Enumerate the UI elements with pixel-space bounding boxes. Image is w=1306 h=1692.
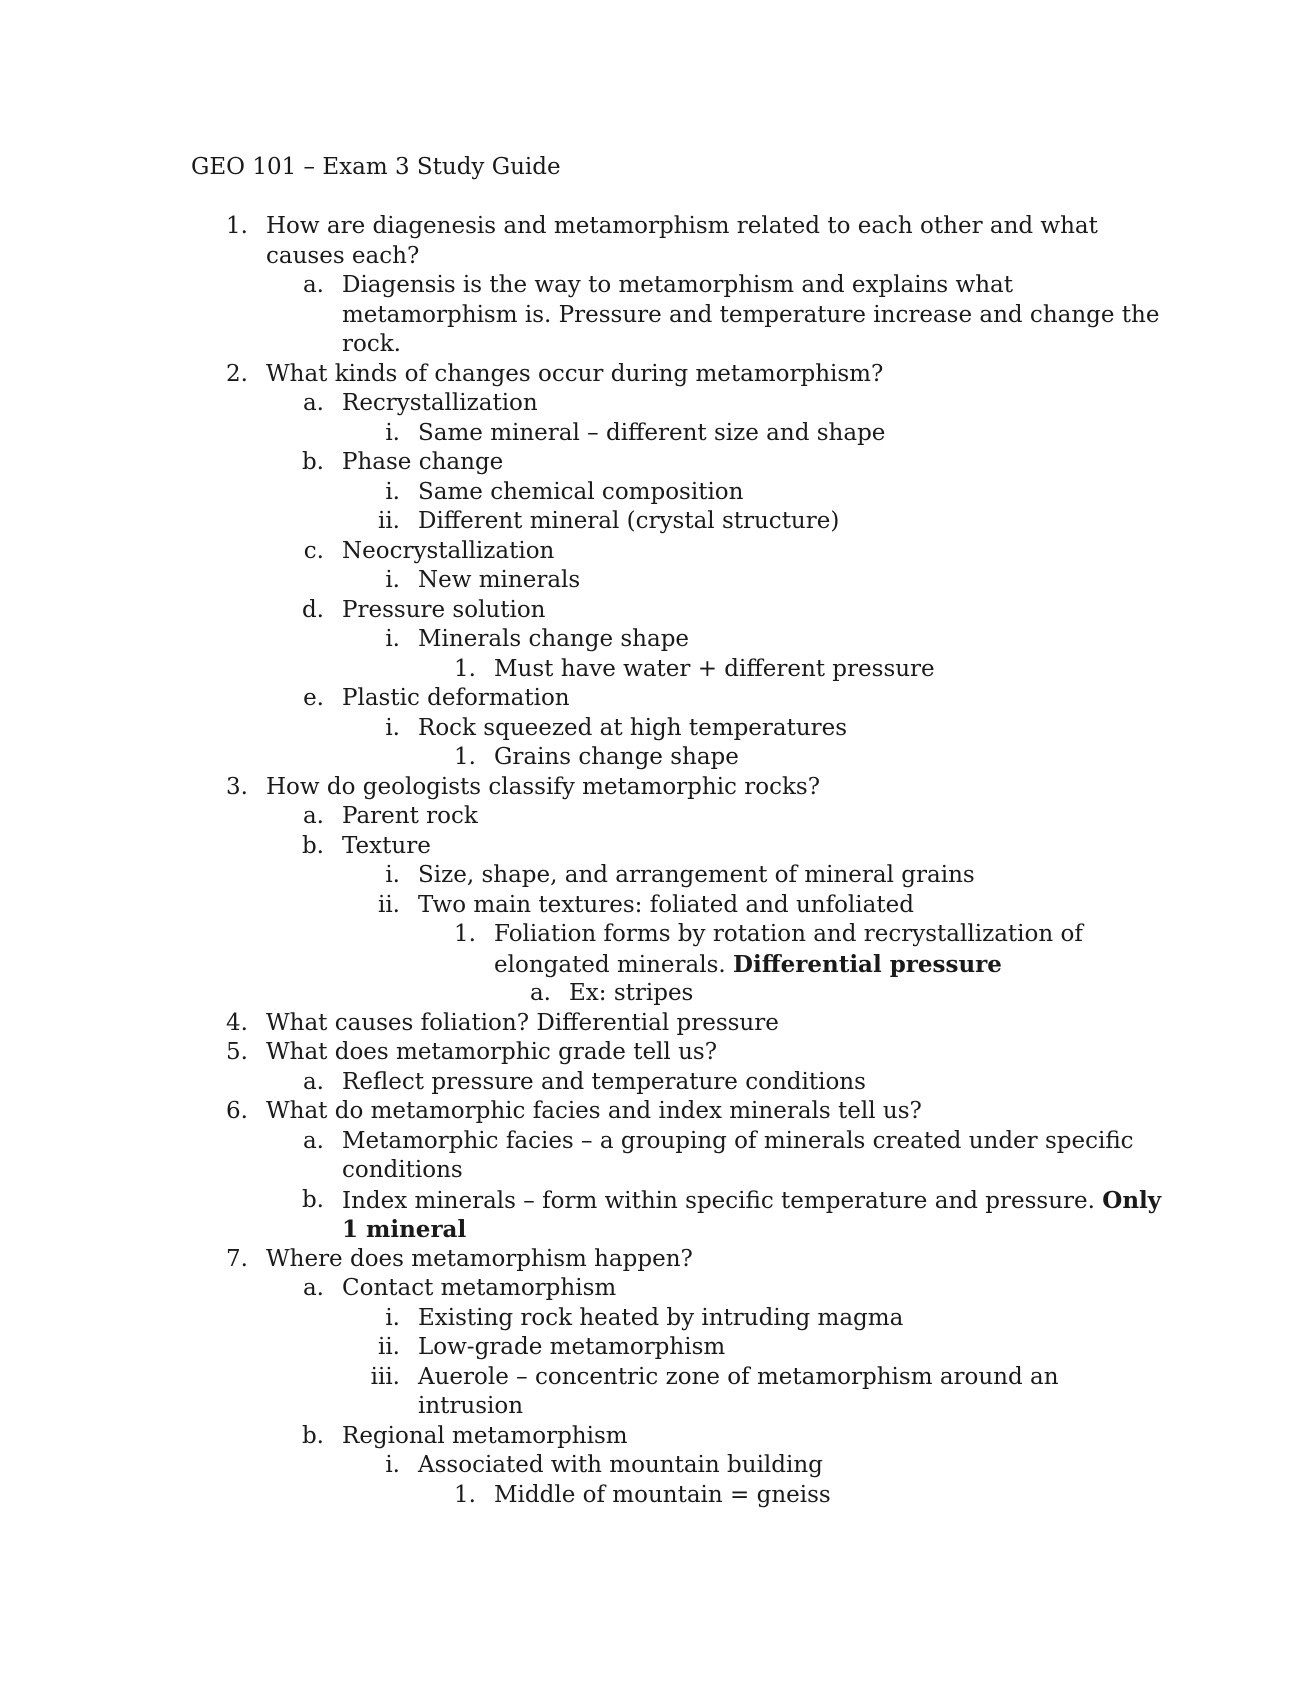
outline-line bbox=[0, 301, 1306, 331]
outline-line bbox=[0, 979, 1306, 1009]
line-text bbox=[342, 537, 554, 567]
line-plain-text: causes each? bbox=[266, 242, 420, 269]
line-plain-text: Existing rock heated by intruding magma bbox=[418, 1304, 904, 1331]
line-text bbox=[418, 566, 580, 596]
outline-line bbox=[0, 773, 1306, 803]
list-marker: b. bbox=[301, 1422, 324, 1449]
line-text bbox=[418, 714, 847, 744]
list-marker: b. bbox=[301, 449, 324, 475]
list-marker: 4. bbox=[226, 1009, 248, 1036]
list-marker: i. bbox=[385, 1452, 400, 1478]
list-marker: 7. bbox=[226, 1245, 248, 1272]
list-marker: a. bbox=[302, 272, 324, 298]
line-plain-text: New minerals bbox=[418, 567, 581, 593]
list-marker: a. bbox=[302, 1068, 324, 1095]
line-plain-text: Ex: stripes bbox=[569, 980, 694, 1006]
line-text bbox=[418, 1304, 903, 1334]
outline-line bbox=[0, 714, 1306, 744]
line-text bbox=[494, 920, 1083, 950]
outline-line bbox=[0, 389, 1306, 419]
line-text bbox=[342, 1156, 463, 1186]
bold-emphasis: Differential pressure bbox=[733, 950, 1002, 978]
line-plain-text: How are diagenesis and metamorphism related to each other and what bbox=[266, 213, 1098, 239]
line-text bbox=[418, 891, 914, 921]
line-text bbox=[494, 655, 935, 685]
list-marker: a. bbox=[302, 803, 324, 829]
line-text bbox=[266, 773, 820, 803]
line-plain-text: Low-grade metamorphism bbox=[418, 1334, 726, 1360]
outline-line bbox=[0, 360, 1306, 390]
list-marker: 1. bbox=[226, 213, 248, 239]
line-text bbox=[418, 419, 885, 449]
line-plain-text: Plastic deformation bbox=[342, 685, 570, 711]
line-text bbox=[342, 301, 1159, 331]
line-text bbox=[266, 1009, 779, 1039]
line-text bbox=[266, 242, 419, 272]
line-plain-text: Different mineral (crystal structure) bbox=[418, 508, 840, 534]
list-marker: 6. bbox=[226, 1098, 248, 1124]
outline-line bbox=[0, 212, 1306, 242]
line-plain-text: What causes foliation? Differential pressure bbox=[266, 1009, 779, 1036]
line-plain-text: Pressure solution bbox=[342, 596, 546, 623]
line-text bbox=[266, 212, 1098, 242]
outline-line bbox=[0, 625, 1306, 655]
list-marker: ii. bbox=[377, 1334, 400, 1360]
list-marker: b. bbox=[301, 1186, 324, 1213]
line-text bbox=[418, 1363, 1059, 1393]
line-text bbox=[342, 832, 431, 862]
line-plain-text: intrusion bbox=[418, 1393, 524, 1419]
line-plain-text: Texture bbox=[342, 832, 431, 859]
line-text bbox=[342, 684, 570, 714]
list-marker: b. bbox=[301, 832, 324, 859]
line-plain-text: Contact metamorphism bbox=[342, 1275, 617, 1301]
line-plain-text: Same chemical composition bbox=[418, 478, 744, 505]
outline-line bbox=[0, 743, 1306, 773]
line-text bbox=[418, 625, 689, 655]
outline-line bbox=[0, 655, 1306, 685]
outline-line bbox=[0, 1304, 1306, 1334]
list-marker: i. bbox=[385, 714, 400, 741]
line-text bbox=[342, 1422, 628, 1452]
line-plain-text: Index minerals – form within specific temperature and pressure. bbox=[342, 1187, 1095, 1214]
line-plain-text: Regional metamorphism bbox=[342, 1422, 628, 1449]
list-marker: c. bbox=[303, 537, 324, 564]
outline-line bbox=[0, 1215, 1306, 1245]
outline-line bbox=[0, 1333, 1306, 1363]
outline-line bbox=[0, 891, 1306, 921]
line-text bbox=[342, 1186, 1161, 1217]
list-marker: 5. bbox=[226, 1039, 248, 1065]
line-plain-text: elongated minerals. bbox=[494, 951, 726, 978]
line-plain-text: Reflect pressure and temperature conditions bbox=[342, 1068, 866, 1095]
line-text bbox=[494, 743, 739, 773]
line-text bbox=[342, 1274, 616, 1304]
outline-line bbox=[0, 684, 1306, 714]
outline-line bbox=[0, 950, 1306, 980]
line-text bbox=[342, 389, 538, 419]
outline-line bbox=[0, 1481, 1306, 1511]
outline-line bbox=[0, 419, 1306, 449]
line-text bbox=[418, 1333, 725, 1363]
line-plain-text: metamorphism is. Pressure and temperature increase and change the bbox=[342, 301, 1160, 328]
outline-line bbox=[0, 448, 1306, 478]
line-plain-text: Same mineral – different size and shape bbox=[418, 419, 886, 446]
outline-line bbox=[0, 1363, 1306, 1393]
bold-emphasis: Only bbox=[1102, 1186, 1162, 1214]
outline-line bbox=[0, 1127, 1306, 1157]
line-plain-text: Two main textures: foliated and unfoliated bbox=[418, 891, 914, 918]
line-text bbox=[342, 448, 503, 478]
outline-line bbox=[0, 1156, 1306, 1186]
list-marker: 1. bbox=[454, 655, 476, 682]
outline-line bbox=[0, 832, 1306, 862]
list-marker: i. bbox=[385, 1304, 400, 1331]
list-marker: i. bbox=[385, 419, 400, 446]
outline-line bbox=[0, 1009, 1306, 1039]
line-plain-text: How do geologists classify metamorphic rocks? bbox=[266, 773, 821, 800]
outline-line bbox=[0, 1392, 1306, 1422]
line-text bbox=[266, 1097, 922, 1127]
line-plain-text: What do metamorphic facies and index minerals tell us? bbox=[266, 1098, 922, 1124]
line-plain-text: Auerole – concentric zone of metamorphism around an bbox=[418, 1363, 1059, 1390]
line-plain-text: Metamorphic facies – a grouping of minerals created under specific bbox=[342, 1127, 1134, 1154]
line-plain-text: Must have water + different pressure bbox=[494, 655, 935, 682]
line-plain-text: Middle of mountain = gneiss bbox=[494, 1481, 831, 1508]
line-plain-text: conditions bbox=[342, 1157, 463, 1183]
list-marker: a. bbox=[302, 390, 324, 416]
line-plain-text: Size, shape, and arrangement of mineral grains bbox=[418, 862, 975, 888]
outline-line bbox=[0, 1097, 1306, 1127]
line-text bbox=[418, 861, 975, 891]
outline-line bbox=[0, 1245, 1306, 1275]
list-marker: ii. bbox=[377, 508, 400, 534]
line-text bbox=[342, 330, 401, 360]
list-marker: e. bbox=[303, 685, 324, 711]
line-text bbox=[494, 950, 1002, 981]
line-plain-text: What kinds of changes occur during metamorphism? bbox=[266, 360, 884, 387]
outline-line bbox=[0, 537, 1306, 567]
outline-line bbox=[0, 1068, 1306, 1098]
line-text bbox=[342, 1068, 866, 1098]
line-text bbox=[342, 1215, 466, 1246]
list-marker: 2. bbox=[226, 360, 248, 387]
line-text bbox=[342, 271, 1013, 301]
list-marker: d. bbox=[301, 596, 324, 623]
line-text bbox=[569, 979, 693, 1009]
list-marker: 1. bbox=[454, 921, 476, 947]
list-marker: ii. bbox=[377, 891, 400, 918]
line-plain-text: Where does metamorphism happen? bbox=[266, 1245, 693, 1272]
line-plain-text: Minerals change shape bbox=[418, 626, 690, 652]
outline-line bbox=[0, 1038, 1306, 1068]
outline-line bbox=[0, 1422, 1306, 1452]
outline-line bbox=[0, 566, 1306, 596]
line-text bbox=[494, 1481, 831, 1511]
list-marker: a. bbox=[302, 1275, 324, 1301]
line-plain-text: Diagensis is the way to metamorphism and explains what bbox=[342, 272, 1013, 298]
line-plain-text: Neocrystallization bbox=[342, 537, 555, 564]
outline-line bbox=[0, 478, 1306, 508]
outline-line bbox=[0, 1451, 1306, 1481]
line-plain-text: Phase change bbox=[342, 449, 504, 475]
study-guide-outline bbox=[0, 212, 1306, 1510]
line-plain-text: What does metamorphic grade tell us? bbox=[266, 1039, 718, 1065]
outline-line bbox=[0, 242, 1306, 272]
outline-line bbox=[0, 861, 1306, 891]
line-plain-text: Parent rock bbox=[342, 803, 478, 829]
line-plain-text: Associated with mountain building bbox=[418, 1452, 823, 1478]
line-text bbox=[342, 802, 478, 832]
outline-line bbox=[0, 596, 1306, 626]
outline-line bbox=[0, 507, 1306, 537]
list-marker: 1. bbox=[454, 744, 476, 770]
outline-line bbox=[0, 1186, 1306, 1216]
line-plain-text: rock. bbox=[342, 331, 401, 357]
bold-emphasis: 1 mineral bbox=[342, 1216, 467, 1243]
outline-line bbox=[0, 920, 1306, 950]
outline-line bbox=[0, 802, 1306, 832]
list-marker: i. bbox=[385, 567, 400, 593]
list-marker: a. bbox=[529, 980, 551, 1006]
line-text bbox=[266, 1038, 717, 1068]
list-marker: a. bbox=[302, 1127, 324, 1154]
outline-line bbox=[0, 271, 1306, 301]
line-text bbox=[418, 507, 839, 537]
list-marker: 1. bbox=[454, 1481, 476, 1508]
document-title: GEO 101 – Exam 3 Study Guide bbox=[191, 154, 561, 180]
line-plain-text: Rock squeezed at high temperatures bbox=[418, 714, 848, 741]
line-text bbox=[418, 1451, 823, 1481]
line-plain-text: Recrystallization bbox=[342, 390, 538, 416]
outline-line bbox=[0, 330, 1306, 360]
line-text bbox=[418, 478, 743, 508]
list-marker: i. bbox=[385, 626, 400, 652]
line-plain-text: Foliation forms by rotation and recrystallization of bbox=[494, 921, 1083, 947]
line-text bbox=[342, 1127, 1134, 1157]
line-text bbox=[418, 1392, 523, 1422]
line-text bbox=[266, 360, 883, 390]
list-marker: i. bbox=[385, 862, 400, 888]
outline-line bbox=[0, 1274, 1306, 1304]
line-plain-text: Grains change shape bbox=[494, 744, 739, 770]
line-text bbox=[342, 596, 546, 626]
line-text bbox=[266, 1245, 693, 1275]
list-marker: 3. bbox=[226, 773, 248, 800]
list-marker: iii. bbox=[370, 1363, 400, 1390]
list-marker: i. bbox=[385, 478, 400, 505]
